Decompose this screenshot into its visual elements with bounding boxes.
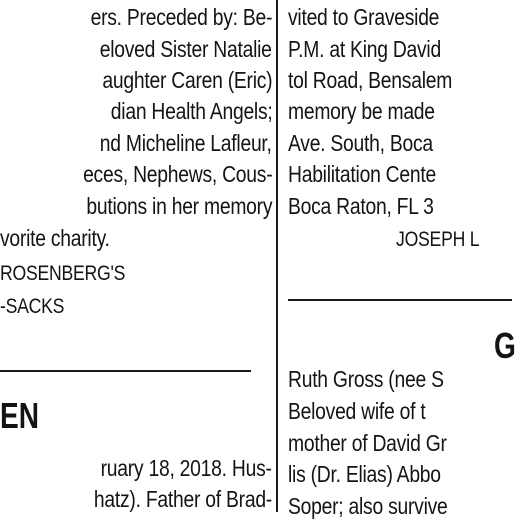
obituary-text-line: eces, Nephews, Cous-: [82, 161, 272, 187]
obituary-text-line: Habilitation Cente: [288, 161, 436, 187]
right-column: [288, 0, 516, 519]
obituary-text-line: memory be made: [288, 98, 435, 124]
obituary-text-line: mother of David Gr: [288, 430, 447, 456]
obituary-text-line: hatz). Father of Brad-: [93, 486, 272, 512]
section-divider: [0, 370, 251, 372]
obituary-text-line: Soper; also survive: [288, 493, 448, 519]
obituary-text-line: lis (Dr. Elias) Abbo: [288, 461, 441, 487]
obituary-text-line: Boca Raton, FL 3: [288, 193, 434, 219]
obituary-text-line: eloved Sister Natalie: [100, 36, 272, 62]
obituary-text-line: Ruth Gross (nee S: [288, 366, 444, 392]
obituary-text-line: butions in her memory: [86, 193, 272, 219]
obituary-name-heading: G: [494, 325, 516, 366]
obituary-text-line: vited to Graveside: [288, 4, 440, 30]
obituary-text-line: Ave. South, Boca: [288, 130, 433, 156]
funeral-home-signature: -SACKS: [0, 295, 65, 318]
obituary-text-line: dian Health Angels;: [110, 98, 272, 124]
funeral-home-signature: ROSENBERG'S: [0, 262, 126, 285]
column-divider: [276, 0, 278, 512]
obituary-text-line: ers. Preceded by: Be-: [90, 4, 272, 30]
obituary-text-line: aughter Caren (Eric): [102, 67, 272, 93]
obituary-text-line: Beloved wife of t: [288, 398, 426, 424]
obituary-text-line: P.M. at King David: [288, 36, 441, 62]
obituary-text-line: vorite charity.: [0, 225, 110, 251]
obituary-text-line: tol Road, Bensalem: [288, 67, 453, 93]
section-divider: [288, 299, 512, 301]
obituary-text-line: ruary 18, 2018. Hus-: [100, 455, 272, 481]
obituary-text-line: nd Micheline Lafleur,: [100, 130, 272, 156]
funeral-home-signature: JOSEPH L: [396, 228, 480, 251]
obituary-name-heading: EN: [0, 395, 40, 436]
